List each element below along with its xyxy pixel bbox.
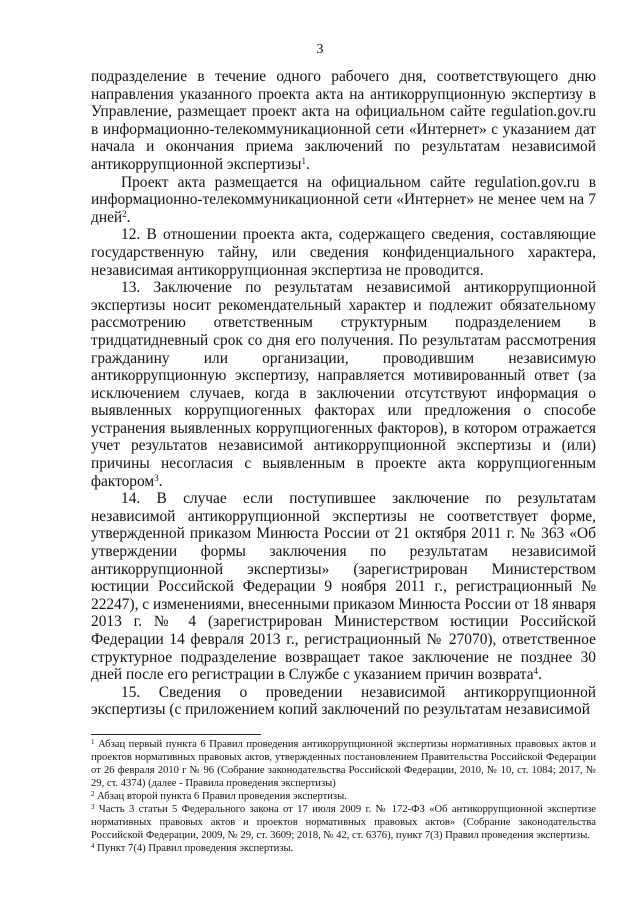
footnote-number: 2 — [91, 790, 95, 798]
footnote — [91, 738, 596, 790]
paragraph — [91, 684, 596, 719]
paragraph-text: 12. В отношении проекта акта, содержащего сведения, составляющие государственную тайну, или сведения конфиденциального характера, независимая антикоррупционная экспертиза не проводится. — [91, 226, 596, 279]
footnote-ref: 4 — [533, 666, 539, 677]
footnote-number: 3 — [91, 803, 95, 811]
footnote — [91, 790, 596, 803]
footnote-text: Пункт 7(4) Правил проведения экспертизы. — [97, 843, 294, 854]
paragraph: 13. Заключение по результатам независимой антикоррупционной экспертизы носит рекомендательный характер и подлежит обязательному рассмотрению ответственным структурным подразделением в тридцатидневный срок со дня его получения. По результатам рассмотрения гражданину или организации, проводившим независимую антикоррупционную экспертизу, направляется мотивированный ответ (за исключением случаев, когда в заключении отсутствуют информация о выявленных коррупциогенных факторах или предложения о способе устранения выявленных коррупциогенных факторов), в котором отражается учет результатов независимой антикоррупционной экспертизы и (или) причины несогласия с выявленным в проекте акта коррупциогенным фактором$^3$. — [91, 279, 596, 490]
paragraph: 14. В случае если поступившее заключение по результатам независимой антикоррупционной экспертизы не соответствует форме, утвержденной приказом Минюста России от 21 октября 2011 г. № 363 «Об утверждении формы заключения по результатам независимой антикоррупционной экспертизы» (зарегистрирован Министерством юстиции Российской Федерации 9 ноября 2011 г., регистрационный № 22247), с изменениями, внесенными приказом Минюста России от 18 января 2013 г. № 4 (зарегистрирован Министерством юстиции Российской Федерации 14 февраля 2013 г., регистрационный № 27070), ответственное структурное подразделение возвращает такое заключение не позднее 30 дней после его регистрации в Службе с указанием причин возврата$^4$. — [91, 490, 596, 684]
paragraph-text: 15. Сведения о проведении независимой антикоррупционной экспертизы (с приложением копий заключений по результатам независимой — [91, 683, 596, 719]
footnote-ref: 2 — [122, 208, 127, 219]
footnote — [91, 803, 596, 842]
paragraph-text: 13. Заключение по результатам независимой антикоррупционной экспертизы носит рекомендательный характер и подлежит обязательному рассмотрению ответственным структурным подразделением в тридцатидневный срок со дня его получения. По результатам рассмотрения гражданину или организации, проводившим независимую антикоррупционную экспертизу, направляется мотивированный ответ (за исключением случаев, когда в заключении отсутствуют информация о выявленных коррупциогенных факторах или предложения о способе устранения выявленных коррупциогенных факторов), в котором отражается учет результатов независимой антикоррупционной экспертизы и (или) причины несогласия с выявленным в проекте акта коррупциогенным фактором — [91, 279, 596, 490]
paragraph: подразделение в течение одного рабочего дня, соответствующего дню направления указанного проекта акта на антикоррупционную экспертизу в Управление, размещает проект акта на официальном сайте regulation.gov.ru в информационно-телекоммуникационной сети «Интернет» с указанием дат начала и окончания приема заключений по результатам независимой антикоррупционной экспертизы$^1$. — [91, 68, 596, 173]
footnote-ref: 3 — [154, 472, 159, 483]
footnote-text: Часть 3 статьи 5 Федерального закона от 17 июля 2009 г. № 172-ФЗ «Об антикоррупционной экспертизе нормативных правовых актов и проектов нормативных правовых актов» (Собрание законодательства Российской Федерации, 2009, № 29, ст. 3609; 2018, № 42, ст. 6376), пункт 7(3) Правил проведения экспертизы. — [91, 804, 597, 841]
footnotes — [91, 738, 596, 855]
footnote-text: Абзац второй пункта 6 Правил проведения экспертизы. — [97, 791, 347, 802]
footnote — [91, 842, 596, 855]
paragraph-text: подразделение в течение одного рабочего дня, соответствующего дню направления указанного проекта акта на антикоррупционную экспертизу в Управление, размещает проект акта на официальном сайте regulation.gov.ru в информационно-телекоммуникационной сети «Интернет» с указанием дат начала и окончания приема заключений по результатам независимой антикоррупционной экспертизы — [91, 68, 596, 173]
footnote-text: Абзац первый пункта 6 Правил проведения антикоррупционной экспертизы нормативных правовых актов и проектов нормативных правовых актов, утвержденных постановлением Правительства Российской Федерации от 26 февраля 2010 г № 96 (Собрание законодательства Российской Федерации, 2010, № 10, ст. 1084; 2017, № 29, ст. 4374) (далее - Правила проведения экспертизы) — [91, 739, 596, 789]
footnote-number: 4 — [91, 842, 95, 850]
paragraph — [91, 226, 596, 279]
footnote-number: 1 — [91, 738, 95, 746]
paragraph: Проект акта размещается на официальном сайте regulation.gov.ru в информационно-телекоммуникационной сети «Интернет» не менее чем на 7 дней$^2$. — [91, 173, 596, 226]
paragraph-text: 14. В случае если поступившее заключение по результатам независимой антикоррупционной экспертизы не соответствует форме, утвержденной приказом Минюста России от 21 октября 2011 г. № 363 «Об утверждении формы заключения по результатам независимой антикоррупционной экспертизы» (зарегистрирован Министерством юстиции Российской Федерации 9 ноября 2011 г., регистрационный № 22247), с изменениями, внесенными приказом Минюста России от 18 января 2013 г. № 4 (зарегистрирован Министерством юстиции Российской Федерации 14 февраля 2013 г., регистрационный № 27070), ответственное структурное подразделение возвращает такое заключение не позднее 30 дней после его регистрации в Службе с указанием причин возврата — [91, 490, 596, 684]
body-text — [91, 68, 596, 719]
page-number: 3 — [316, 42, 324, 57]
paragraph-text: Проект акта размещается на официальном сайте regulation.gov.ru в информационно-телекоммуникационной сети «Интернет» не менее чем на 7 дней — [91, 173, 596, 226]
footnote-divider — [91, 734, 261, 735]
footnote-ref: 1 — [301, 155, 306, 166]
